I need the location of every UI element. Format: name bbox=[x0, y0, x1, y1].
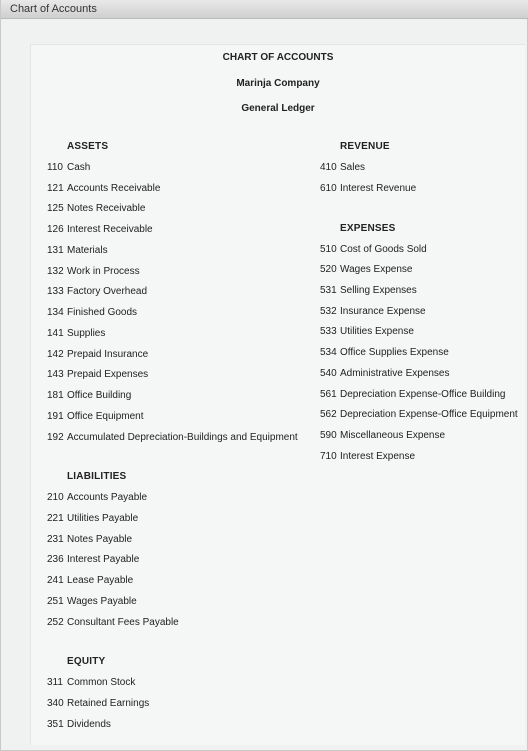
account-name: Office Equipment bbox=[67, 410, 144, 422]
accounts-panel bbox=[30, 44, 525, 745]
account-code: 410 bbox=[320, 161, 337, 173]
account-name: Sales bbox=[340, 161, 366, 173]
account-code: 210 bbox=[47, 492, 64, 504]
account-name: Notes Receivable bbox=[67, 203, 146, 215]
account-name: Office Supplies Expense bbox=[340, 347, 449, 359]
account-code: 142 bbox=[47, 348, 64, 360]
page-title: CHART OF ACCOUNTS bbox=[222, 52, 334, 63]
account-code: 510 bbox=[320, 243, 337, 255]
account-name: Utilities Expense bbox=[340, 326, 414, 338]
account-code: 540 bbox=[320, 367, 337, 379]
account-code: 351 bbox=[47, 718, 64, 730]
account-name: Cash bbox=[67, 161, 91, 173]
account-code: 520 bbox=[320, 264, 337, 276]
account-name: Administrative Expenses bbox=[340, 367, 450, 379]
account-name: Notes Payable bbox=[67, 533, 133, 545]
account-name: Selling Expenses bbox=[340, 285, 417, 296]
account-code: 126 bbox=[47, 224, 64, 236]
window-title: Chart of Accounts bbox=[10, 3, 97, 15]
account-code: 125 bbox=[47, 203, 64, 215]
account-code: 143 bbox=[47, 369, 64, 381]
account-name: Office Building bbox=[67, 390, 132, 402]
account-code: 231 bbox=[47, 533, 64, 545]
account-name: Interest Expense bbox=[340, 450, 416, 462]
account-name: Common Stock bbox=[67, 677, 136, 689]
account-code: 181 bbox=[47, 390, 64, 402]
section-title-revenue: REVENUE bbox=[340, 141, 390, 152]
account-name: Accounts Payable bbox=[67, 492, 148, 504]
account-name: Factory Overhead bbox=[67, 286, 148, 298]
account-name: Prepaid Insurance bbox=[67, 348, 149, 360]
account-code: 531 bbox=[320, 285, 337, 296]
ledger-name: General Ledger bbox=[241, 103, 315, 114]
account-name: Materials bbox=[67, 244, 108, 256]
account-name: Accounts Receivable bbox=[67, 182, 161, 194]
account-name: Cost of Goods Sold bbox=[340, 243, 427, 255]
section-title-assets: ASSETS bbox=[67, 141, 109, 152]
account-name: Wages Payable bbox=[67, 595, 137, 607]
section-title-equity: EQUITY bbox=[67, 656, 106, 668]
account-code: 236 bbox=[47, 554, 64, 566]
account-name: Interest Payable bbox=[67, 554, 140, 566]
account-name: Consultant Fees Payable bbox=[67, 616, 179, 628]
account-name: Insurance Expense bbox=[340, 305, 426, 317]
account-name: Work in Process bbox=[67, 265, 140, 277]
account-code: 121 bbox=[47, 182, 64, 194]
account-code: 192 bbox=[47, 431, 64, 443]
window-titlebar[interactable] bbox=[1, 0, 528, 19]
account-code: 532 bbox=[320, 305, 337, 317]
account-code: 132 bbox=[47, 265, 64, 277]
account-name: Finished Goods bbox=[67, 307, 138, 319]
account-code: 562 bbox=[320, 409, 337, 421]
account-name: Utilities Payable bbox=[67, 512, 139, 524]
account-code: 311 bbox=[47, 677, 63, 689]
account-name: Retained Earnings bbox=[67, 697, 150, 709]
section-title-expenses: EXPENSES bbox=[340, 222, 396, 234]
account-code: 191 bbox=[47, 410, 64, 422]
account-code: 710 bbox=[320, 450, 337, 462]
account-name: Supplies bbox=[67, 327, 106, 339]
account-code: 340 bbox=[47, 697, 64, 709]
account-name: Lease Payable bbox=[67, 575, 134, 587]
account-code: 610 bbox=[320, 182, 337, 194]
account-code: 251 bbox=[47, 595, 64, 607]
account-code: 110 bbox=[47, 161, 63, 173]
account-code: 221 bbox=[47, 512, 64, 524]
account-code: 141 bbox=[47, 327, 64, 339]
account-name: Dividends bbox=[67, 718, 111, 730]
account-code: 533 bbox=[320, 326, 337, 338]
account-code: 131 bbox=[47, 244, 64, 256]
account-code: 241 bbox=[47, 575, 64, 587]
account-code: 534 bbox=[320, 347, 337, 359]
account-code: 561 bbox=[320, 388, 337, 400]
account-code: 133 bbox=[47, 286, 64, 298]
account-name: Depreciation Expense-Office Equipment bbox=[340, 409, 518, 421]
account-code: 590 bbox=[320, 429, 337, 441]
account-code: 252 bbox=[47, 616, 64, 628]
account-name: Depreciation Expense-Office Building bbox=[340, 388, 506, 400]
account-name: Miscellaneous Expense bbox=[340, 429, 446, 441]
account-name: Wages Expense bbox=[340, 264, 413, 276]
account-name: Interest Revenue bbox=[340, 182, 417, 194]
company-name: Marinja Company bbox=[236, 78, 320, 89]
section-title-liabilities: LIABILITIES bbox=[67, 471, 127, 483]
account-name: Accumulated Depreciation-Buildings and Equipment bbox=[67, 431, 298, 443]
account-code: 134 bbox=[47, 307, 64, 319]
account-name: Prepaid Expenses bbox=[67, 369, 149, 381]
account-name: Interest Receivable bbox=[67, 224, 153, 236]
